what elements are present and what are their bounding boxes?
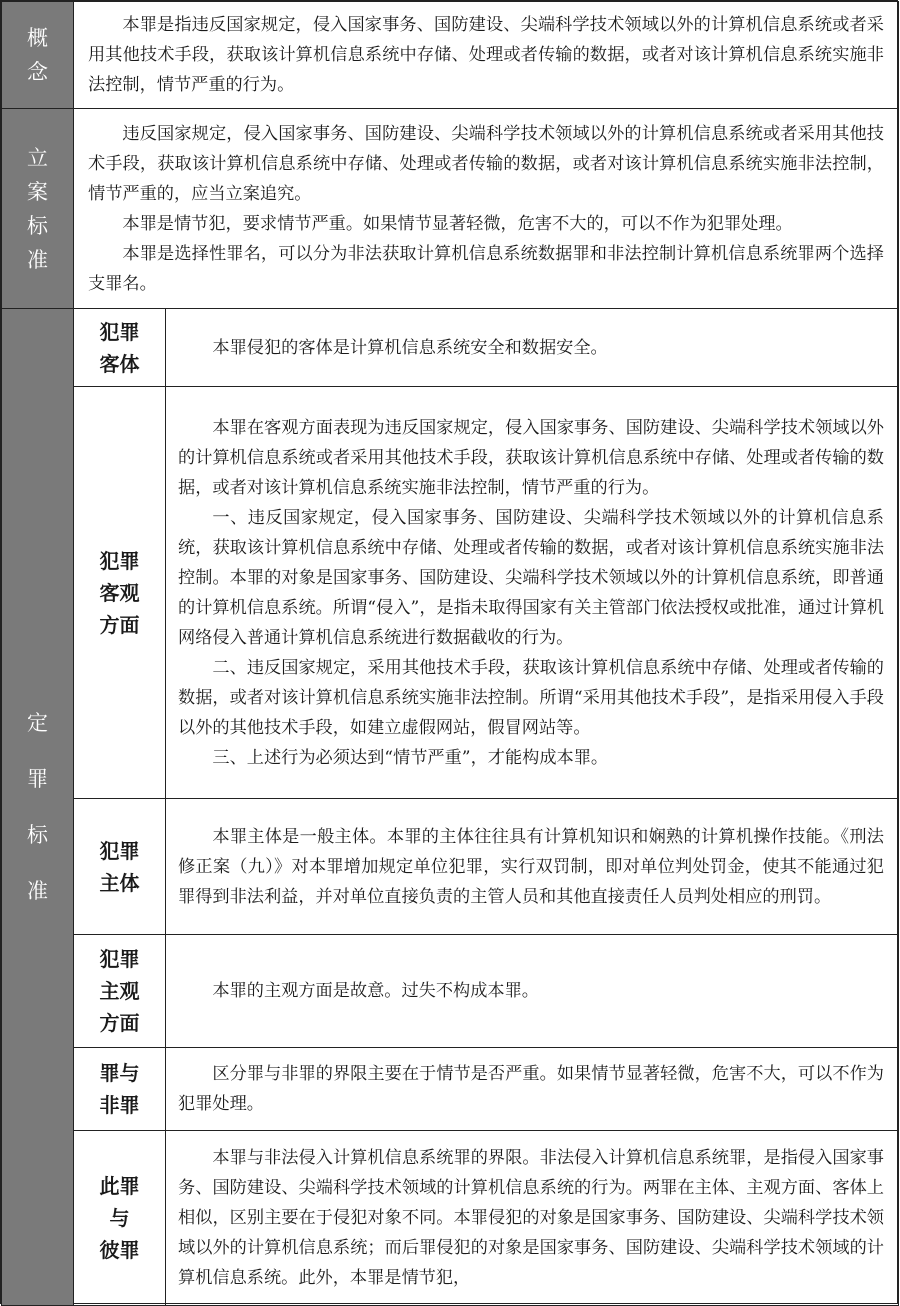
- section-row-objective-aspect: [2, 387, 899, 799]
- section-text-object: 本罪侵犯的客体是计算机信息系统安全和数据安全。: [166, 309, 899, 387]
- concept-row: [2, 2, 899, 109]
- concept-text: 本罪是指违反国家规定，侵入国家事务、国防建设、尖端科学技术领域以外的计算机信息系统或者采用其他技术手段，获取该计算机信息系统中存储、处理或者传输的数据，或者对该计算机信息系统实施非法控制，情节严重的行为。: [74, 2, 899, 109]
- filing-standard-text: 违反国家规定，侵入国家事务、国防建设、尖端科学技术领域以外的计算机信息系统或者采用其他技术手段，获取该计算机信息系统中存储、处理或者传输的数据，或者对该计算机信息系统实施非法控制，情节严重的，应当立案追究。 本罪是情节犯，要求情节严重。如果情节显著轻微，危害不大的，可以不作为犯罪处理。 本罪是选择性罪名，可以分为非法获取计算机信息系统数据罪和非法控制计算机信息系统罪两个选择支罪名。: [74, 109, 899, 309]
- section-text-objective-aspect: 本罪在客观方面表现为违反国家规定，侵入国家事务、国防建设、尖端科学技术领域以外的计算机信息系统或者采用其他技术手段，获取该计算机信息系统中存储、处理或者传输的数据，或者对该计算机信息系统实施非法控制，情节严重的行为。 一、违反国家规定，侵入国家事务、国防建设、尖端科学技术领域以外的计算机信息系统，获取该计算机信息系统中存储、处理或者传输的数据，或者对该计算机信息系统实施非法控制。本罪的对象是国家事务、国防建设、尖端科学技术领域以外的计算机信息系统，即普通的计算机信息系统。所谓“侵入”，是指未取得国家有关主管部门依法授权或批准，通过计算机网络侵入普通计算机信息系统进行数据截收的行为。 二、违反国家规定，采用其他技术手段，获取该计算机信息系统中存储、处理或者传输的数据，或者对该计算机信息系统实施非法控制。所谓“采用其他技术手段”，是指采用侵入手段以外的其他技术手段，如建立虚假网站，假冒网站等。 三、上述行为必须达到“情节严重”，才能构成本罪。: [166, 387, 899, 799]
- crime-elements-table: [1, 1, 899, 1306]
- section-row-subject: [2, 799, 899, 935]
- section-label-object: 犯罪 客体: [74, 309, 166, 387]
- section-text-subjective-aspect: 本罪的主观方面是故意。过失不构成本罪。: [166, 935, 899, 1048]
- section-label-subject: 犯罪 主体: [74, 799, 166, 935]
- section-label-crime-vs-noncrime: 罪与 非罪: [74, 1048, 166, 1131]
- section-row-crime-vs-noncrime: [2, 1048, 899, 1131]
- section-text-this-vs-other: 本罪与非法侵入计算机信息系统罪的界限。非法侵入计算机信息系统罪，是指侵入国家事务、国防建设、尖端科学技术领域的计算机信息系统的行为。两罪在主体、主观方面、客体上相似，区别主要在于侵犯对象不同。本罪侵犯的对象是国家事务、国防建设、尖端科学技术领域以外的计算机信息系统；而后罪侵犯的对象是国家事务、国防建设、尖端科学技术领域的计算机信息系统。此外，本罪是情节犯，: [166, 1131, 899, 1306]
- conviction-standard-label: 定 罪 标 准: [2, 309, 74, 1306]
- concept-label: 概 念: [2, 2, 74, 109]
- section-row-object: [2, 309, 899, 387]
- section-text-crime-vs-noncrime: 区分罪与非罪的界限主要在于情节是否严重。如果情节显著轻微，危害不大，可以不作为犯罪处理。: [166, 1048, 899, 1131]
- section-row-this-vs-other: [2, 1131, 899, 1306]
- filing-standard-row: [2, 109, 899, 309]
- section-label-subjective-aspect: 犯罪 主观 方面: [74, 935, 166, 1048]
- section-label-this-vs-other: 此罪 与 彼罪: [74, 1131, 166, 1306]
- filing-standard-label: 立 案 标 准: [2, 109, 74, 309]
- section-label-objective-aspect: 犯罪 客观 方面: [74, 387, 166, 799]
- section-text-subject: 本罪主体是一般主体。本罪的主体往往具有计算机知识和娴熟的计算机操作技能。《刑法修正案（九）》对本罪增加规定单位犯罪，实行双罚制，即对单位判处罚金，使其不能通过犯罪得到非法利益，并对单位直接负责的主管人员和其他直接责任人员判处相应的刑罚。: [166, 799, 899, 935]
- section-row-subjective-aspect: [2, 935, 899, 1048]
